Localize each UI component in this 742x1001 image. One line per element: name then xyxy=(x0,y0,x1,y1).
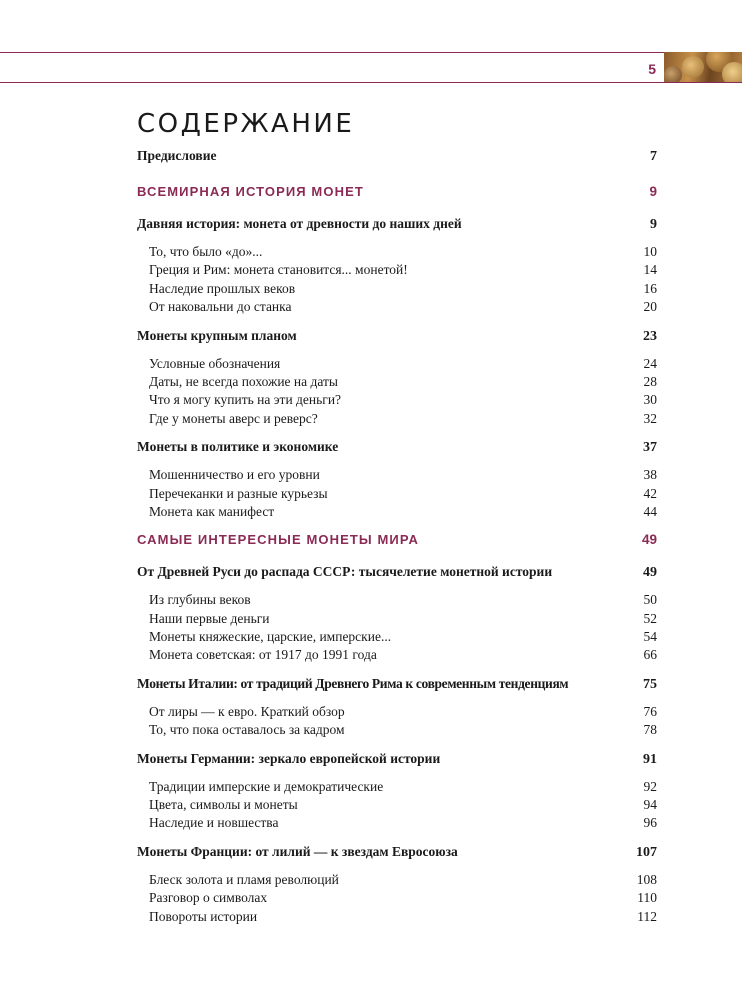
header-rule-top xyxy=(0,52,664,53)
toc-subentry-page: 32 xyxy=(643,410,657,426)
coins-photo xyxy=(664,52,742,82)
toc-subentry-page: 28 xyxy=(643,373,657,389)
toc-subentry[interactable] xyxy=(137,909,657,927)
page-title: СОДЕРЖАНИЕ xyxy=(137,109,355,140)
toc-subentry-page: 76 xyxy=(643,703,657,719)
toc-chapter-label: Монеты Италии: от традиций Древнего Рима к современным тенденциям xyxy=(137,675,569,691)
toc-chapter-label: От Древней Руси до распада СССР: тысячелетие монетной истории xyxy=(137,564,553,580)
toc-subentry[interactable] xyxy=(137,244,657,262)
toc-chapter-label: Монеты Франции: от лилий — к звездам Евросоюза xyxy=(137,843,458,859)
toc-subentry-label: Условные обозначения xyxy=(149,355,281,371)
toc-subentry-page: 78 xyxy=(643,722,657,738)
toc-subentry-page: 38 xyxy=(643,467,657,483)
toc-subentry[interactable] xyxy=(137,611,657,629)
toc-subentry-label: Наследие прошлых веков xyxy=(149,280,296,296)
toc-section-world-history[interactable] xyxy=(137,184,657,208)
toc-subentry-label: Где у монеты аверс и реверс? xyxy=(149,410,318,426)
toc-chapter-page: 37 xyxy=(643,440,657,456)
toc-subentry-page: 30 xyxy=(643,392,657,408)
toc-chapter[interactable] xyxy=(137,844,657,872)
toc-subentry[interactable] xyxy=(137,872,657,890)
toc-subentry[interactable] xyxy=(137,262,657,280)
toc-section-page: 49 xyxy=(641,532,657,548)
toc-subentry[interactable] xyxy=(137,281,657,299)
toc-subentry-page: 108 xyxy=(636,871,657,887)
toc-chapter-page: 107 xyxy=(636,844,657,860)
toc-section-page: 9 xyxy=(649,184,657,199)
toc-subentry-page: 112 xyxy=(637,908,657,924)
toc-entry-page: 7 xyxy=(650,149,657,164)
toc-subentry-label: То, что пока оставалось за кадром xyxy=(149,722,345,738)
toc-chapter[interactable] xyxy=(137,564,657,592)
toc-chapter-page: 75 xyxy=(643,676,657,692)
toc-subentry-label: Наши первые деньги xyxy=(149,610,270,626)
toc-subentry-label: От лиры — к евро. Краткий обзор xyxy=(149,703,345,719)
toc-subentry-page: 110 xyxy=(637,890,657,906)
toc-chapter[interactable] xyxy=(137,328,657,356)
toc-subentry-label: Даты, не всегда похожие на даты xyxy=(149,373,338,389)
toc-subentry-label: Цвета, символы и монеты xyxy=(149,797,298,813)
toc-subentry-label: Разговор о символах xyxy=(149,890,268,906)
toc-chapter-page: 49 xyxy=(643,565,657,581)
toc-subentry-label: Наследие и новшества xyxy=(149,815,279,831)
coin-image xyxy=(664,66,682,82)
toc-subentry-label: Повороты истории xyxy=(149,908,258,924)
toc-subentry[interactable] xyxy=(137,647,657,665)
toc-subentry-label: Из глубины веков xyxy=(149,592,251,608)
toc-subentry-page: 50 xyxy=(643,592,657,608)
toc-chapter-label: Монеты Германии: зеркало европейской истории xyxy=(137,750,441,766)
coin-image xyxy=(722,62,742,82)
toc-subentry[interactable] xyxy=(137,722,657,740)
toc-chapter-page: 91 xyxy=(643,751,657,767)
toc-subentry-page: 92 xyxy=(643,778,657,794)
toc-chapter-label: Монеты в политике и экономике xyxy=(137,439,339,455)
toc-subentry-page: 14 xyxy=(643,262,657,278)
toc-subentry-page: 94 xyxy=(643,797,657,813)
toc-subentry[interactable] xyxy=(137,356,657,374)
toc-subentry[interactable] xyxy=(137,890,657,908)
toc-subentry[interactable] xyxy=(137,392,657,410)
toc-subentry-page: 16 xyxy=(643,280,657,296)
toc-subentry-label: Монеты княжеские, царские, имперские... xyxy=(149,629,392,645)
toc-subentry-label: Традиции имперские и демократические xyxy=(149,778,384,794)
page-number: 5 xyxy=(648,61,656,77)
toc-entry-label: Предисловие xyxy=(137,148,217,163)
toc-subentry-label: То, что было «до»... xyxy=(149,244,263,259)
toc-section-best-coins[interactable] xyxy=(137,532,657,556)
toc-subentry-page: 24 xyxy=(643,355,657,371)
toc-chapter-label: Давняя история: монета от древности до наших дней xyxy=(137,216,462,231)
toc-chapter[interactable] xyxy=(137,216,657,244)
toc-chapter[interactable] xyxy=(137,751,657,779)
toc-entry-preface[interactable] xyxy=(137,148,657,176)
header-rule-bottom xyxy=(0,82,742,83)
table-of-contents xyxy=(137,148,657,927)
toc-subentry[interactable] xyxy=(137,374,657,392)
toc-subentry-label: Блеск золота и пламя революций xyxy=(149,871,339,887)
toc-subentry[interactable] xyxy=(137,779,657,797)
toc-subentry[interactable] xyxy=(137,592,657,610)
toc-subentry[interactable] xyxy=(137,486,657,504)
toc-chapter-page: 23 xyxy=(643,328,657,344)
toc-subentry-page: 44 xyxy=(643,503,657,519)
coin-image xyxy=(682,56,704,78)
toc-subentry-page: 42 xyxy=(643,485,657,501)
toc-chapter-label: Монеты крупным планом xyxy=(137,327,297,343)
toc-subentry[interactable] xyxy=(137,815,657,833)
toc-subentry-label: Что я могу купить на эти деньги? xyxy=(149,392,342,408)
toc-subentry-label: Монета советская: от 1917 до 1991 года xyxy=(149,647,377,663)
toc-subentry[interactable] xyxy=(137,629,657,647)
toc-subentry-page: 52 xyxy=(643,610,657,626)
toc-section-label: ВСЕМИРНАЯ ИСТОРИЯ МОНЕТ xyxy=(137,184,364,199)
toc-subentry-label: Мошенничество и его уровни xyxy=(149,467,320,483)
toc-subentry[interactable] xyxy=(137,504,657,522)
toc-subentry[interactable] xyxy=(137,411,657,429)
toc-subentry[interactable] xyxy=(137,467,657,485)
toc-chapter[interactable] xyxy=(137,439,657,467)
toc-subentry-page: 20 xyxy=(643,299,657,315)
toc-subentry-label: Монета как манифест xyxy=(149,503,275,519)
toc-subentry-label: Греция и Рим: монета становится... монетой! xyxy=(149,262,408,278)
toc-section-label: САМЫЕ ИНТЕРЕСНЫЕ МОНЕТЫ МИРА xyxy=(137,532,419,548)
toc-subentry-page: 10 xyxy=(643,244,657,259)
toc-subentry-label: Перечеканки и разные курьезы xyxy=(149,485,328,501)
toc-subentry[interactable] xyxy=(137,704,657,722)
toc-subentry-page: 66 xyxy=(643,647,657,663)
toc-chapter[interactable] xyxy=(137,676,657,704)
toc-subentry[interactable] xyxy=(137,797,657,815)
toc-subentry-page: 96 xyxy=(643,815,657,831)
toc-subentry-page: 54 xyxy=(643,629,657,645)
toc-subentry-label: От наковальни до станка xyxy=(149,299,292,315)
toc-subentry[interactable] xyxy=(137,299,657,317)
toc-chapter-page: 9 xyxy=(650,217,657,232)
